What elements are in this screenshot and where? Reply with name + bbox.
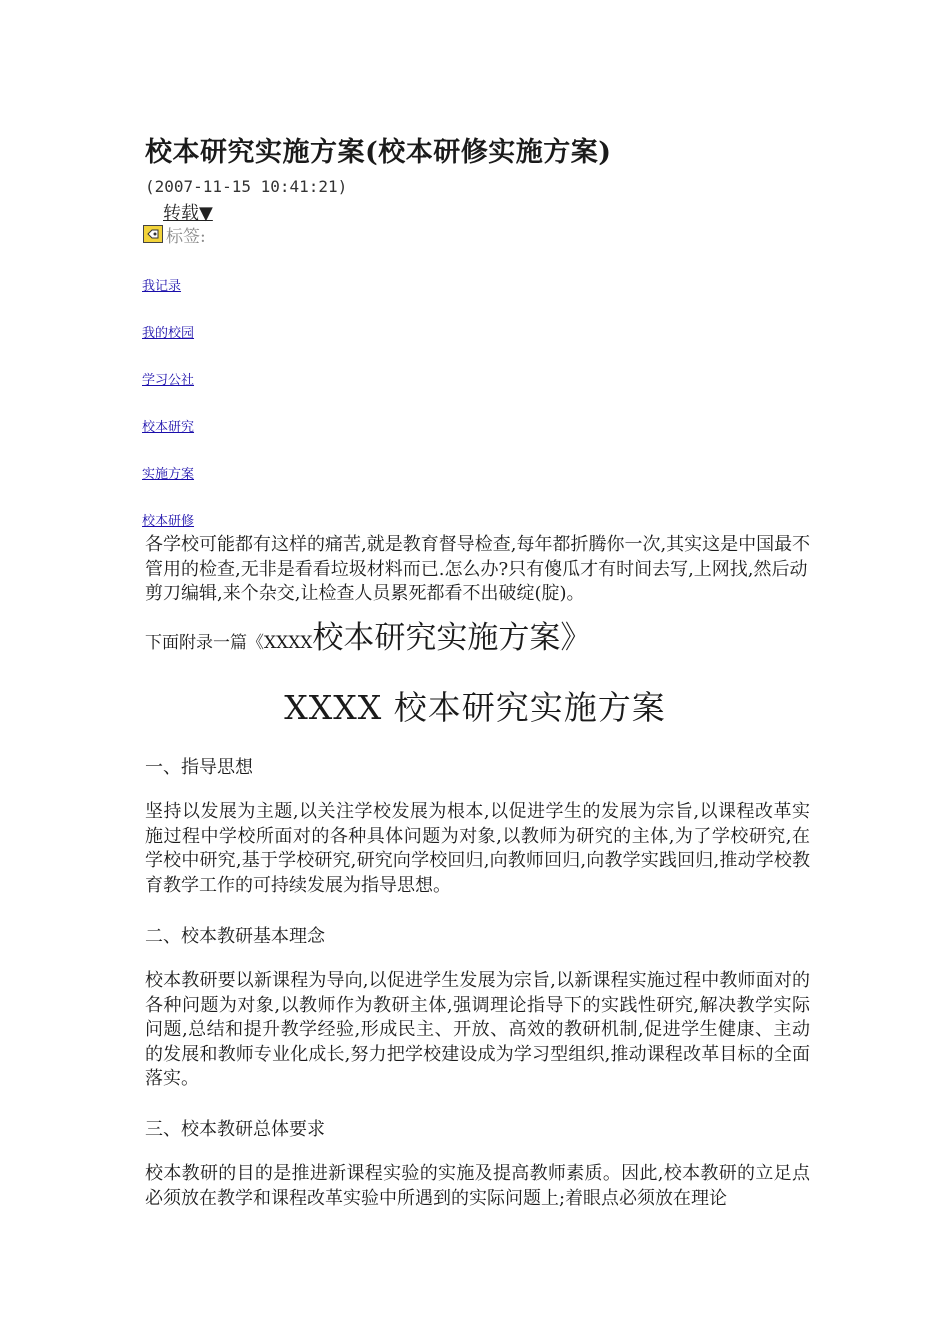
- section-paragraph: 坚持以发展为主题,以关注学校发展为根本,以促进学生的发展为宗旨,以课程改革实施过程中学校所面对的各种具体问题为对象,以教师为研究的主体,为了学校研究,在学校中研究,基于学校研究,研究向学校回归,向教师回归,向教学实践回归,推动学校教育教学工作的可持续发展为指导思想。: [145, 801, 810, 896]
- post-timestamp: (2007-11-15 10:41:21): [145, 177, 348, 196]
- repost-dropdown[interactable]: 转载▼: [163, 203, 213, 224]
- tag-link-wojilu[interactable]: 我记录: [142, 279, 182, 294]
- tags-label: 标签:: [166, 226, 206, 247]
- attachment-title: 校本研究实施方案》: [312, 620, 592, 656]
- tag-link-school-research[interactable]: 校本研究: [142, 420, 195, 435]
- tag-link-campus[interactable]: 我的校园: [142, 326, 195, 341]
- tag-icon: [143, 225, 163, 243]
- section-heading: 二、校本教研基本理念: [145, 926, 325, 947]
- document-title: XXXX 校本研究实施方案: [284, 688, 666, 727]
- section-paragraph: 校本教研的目的是推进新课程实验的实施及提高教师素质。因此,校本教研的立足点必须放在教学和课程改革实验中所遇到的实际问题上;着眼点必须放在理论: [145, 1163, 810, 1209]
- tag-link-school-training[interactable]: 校本研修: [142, 514, 195, 529]
- tag-link-plan[interactable]: 实施方案: [142, 467, 195, 482]
- section-heading: 一、指导思想: [145, 757, 253, 778]
- attachment-prefix: 下面附录一篇《XXXX: [145, 633, 313, 653]
- intro-paragraph: 各学校可能都有这样的痛苦,就是教育督导检查,每年都折腾你一次,其实这是中国最不管用的检查,无非是看看垃圾材料而已.怎么办?只有傻瓜才有时间去写,上网找,然后动剪刀编辑,来个杂交,让检查人员累死都看不出破绽(腚)。: [145, 534, 811, 604]
- post-title: 校本研究实施方案(校本研修实施方案): [145, 137, 612, 168]
- section-paragraph: 校本教研要以新课程为导向,以促进学生发展为宗旨,以新课程实施过程中教师面对的各种问题为对象,以教师作为教研主体,强调理论指导下的实践性研究,解决教学实际问题,总结和提升教学经验,形成民主、开放、高效的教研机制,促进学生健康、主动的发展和教师专业化成长,努力把学校建设成为学习型组织,推动课程改革目标的全面落实。: [145, 970, 810, 1089]
- attachment-line: [145, 612, 591, 657]
- tags-row: [143, 223, 206, 245]
- tag-link-study[interactable]: 学习公社: [142, 373, 195, 388]
- section-heading: 三、校本教研总体要求: [145, 1119, 325, 1140]
